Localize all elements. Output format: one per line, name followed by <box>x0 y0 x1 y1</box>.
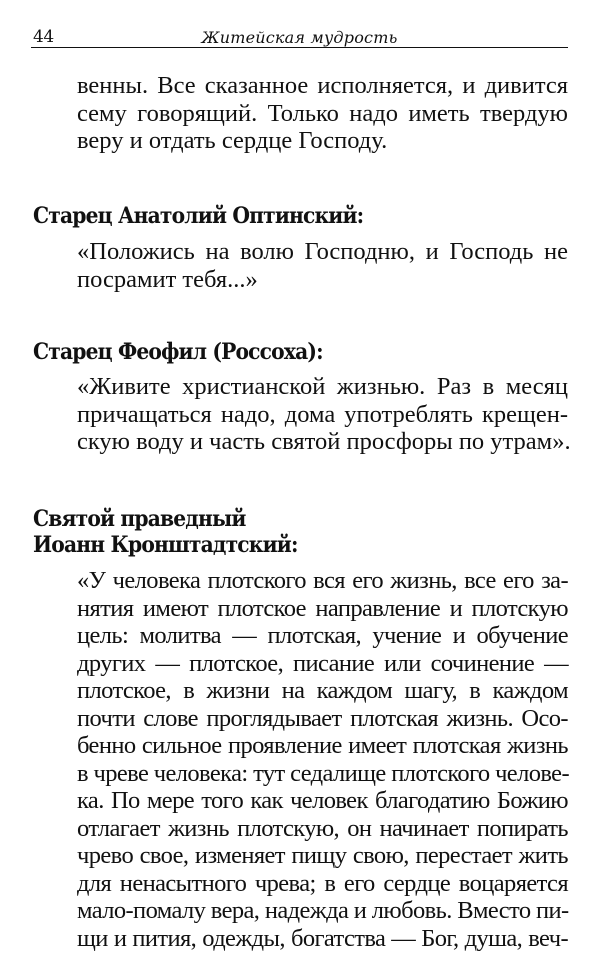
text-line: чрево свое, изменяет пищу свою, перестает жить <box>77 842 568 869</box>
quote-paragraph <box>77 373 571 456</box>
page-number: 44 <box>33 27 54 47</box>
running-title: Житейская мудрость <box>201 28 398 47</box>
author-line: Старец Феофил (Россоха): <box>33 339 323 365</box>
text-line: «У человека плотского вся его жизнь, все его за- <box>77 567 568 594</box>
text-line: «Живите христианской жизнью. Раз в месяц <box>77 373 568 400</box>
text-line: веру и отдать сердце Господу. <box>77 127 388 154</box>
text-line: мало-помалу вера, надежда и любовь. Вместо пи- <box>77 897 569 924</box>
text-line: щи и пития, одежды, богатства — Бог, душа, веч- <box>77 924 568 952</box>
quote-author-heading <box>33 339 323 365</box>
text-line: для ненасытного чрева; в его сердце воцаряется <box>77 869 568 897</box>
quote-author-heading <box>33 506 298 558</box>
text-line: отлагает жизнь плотскую, он начинает попирать <box>77 814 568 842</box>
text-line: сему говорящий. Только надо иметь твердую <box>77 99 568 127</box>
text-line: бенно сильное проявление имеет плотская жизнь <box>77 732 568 759</box>
author-line: Святой праведный <box>33 506 246 532</box>
text-line: цель: молитва — плотская, учение и обучение <box>77 622 568 649</box>
quote-paragraph <box>77 567 568 952</box>
text-line: в чреве человека: тут седалище плотского челове- <box>77 759 570 787</box>
text-line: ка. По мере того как человек благодатию Божию <box>77 787 568 814</box>
author-line: Иоанн Кронштадтский: <box>33 532 298 558</box>
text-line: почти слове проглядывает плотская жизнь. Осо- <box>77 704 568 732</box>
text-line: скую воду и часть святой просфоры по утрам». <box>77 428 571 455</box>
author-line: Старец Анатолий Оптинский: <box>33 203 364 229</box>
text-line: других — плотское, писание или сочинение — <box>77 649 568 677</box>
quote-author-heading <box>33 203 363 229</box>
running-head <box>31 25 568 48</box>
text-line: венны. Все сказанное исполняется, и дивится <box>77 72 568 99</box>
continuation-paragraph <box>77 72 568 155</box>
text-line: «Положись на волю Господню, и Господь не <box>77 238 568 265</box>
text-line: плотское, в жизни на каждом шагу, в каждом <box>77 677 568 704</box>
quote-paragraph <box>77 238 568 293</box>
text-line: посрамит тебя...» <box>77 265 258 293</box>
text-line: нятия имеют плотское направление и плотскую <box>77 594 568 622</box>
text-line: причащаться надо, дома употреблять крещен- <box>77 400 568 428</box>
